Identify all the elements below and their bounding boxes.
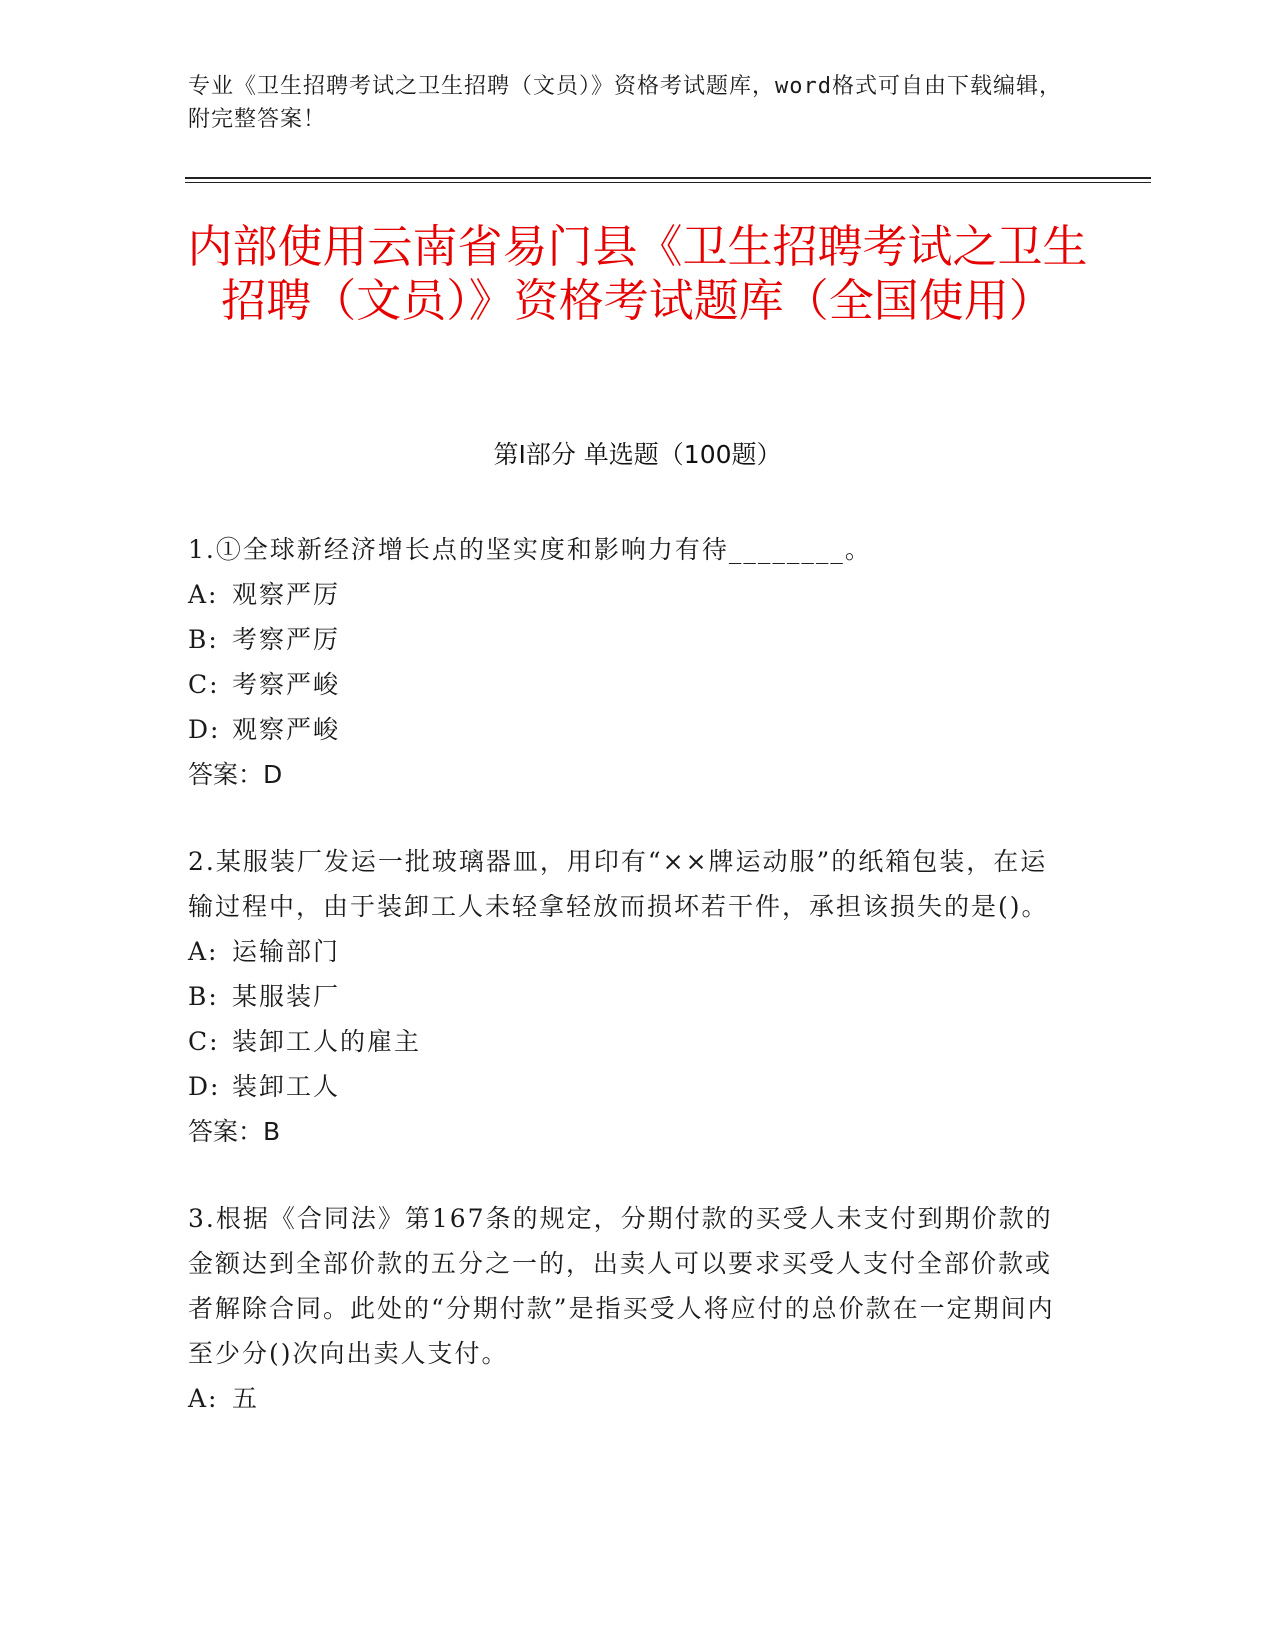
question-text: 3.根据《合同法》第167条的规定，分期付款的买受人未支付到期价款的金额达到全部价款的五分之一的，出卖人可以要求买受人支付全部价款或者解除合同。此处的“分期付款”是指买受人将应付的总价款在一定期间内至少分()次向出卖人支付。 xyxy=(188,1204,1055,1368)
question-3 xyxy=(188,1196,1058,1421)
option-c xyxy=(188,1019,1058,1064)
option-text: 考察严峻 xyxy=(232,670,341,699)
option-text: 装卸工人 xyxy=(232,1072,341,1101)
option-letter: A: xyxy=(188,1384,219,1413)
section-heading: 第Ⅰ部分 单选题（100题） xyxy=(493,440,782,469)
option-text: 某服装厂 xyxy=(232,982,341,1011)
option-letter: D: xyxy=(188,1072,221,1101)
header-divider-thin xyxy=(185,182,1151,183)
option-text: 装卸工人的雇主 xyxy=(232,1027,422,1056)
option-letter: B: xyxy=(188,982,219,1011)
option-text: 观察严峻 xyxy=(232,715,341,744)
option-letter: C: xyxy=(188,1027,220,1056)
option-a xyxy=(188,1376,1058,1421)
answer-line: 答案：B xyxy=(188,1117,281,1146)
option-letter: A: xyxy=(188,580,219,609)
option-b xyxy=(188,617,1058,662)
option-d xyxy=(188,1064,1058,1109)
option-text: 运输部门 xyxy=(232,937,341,966)
question-text: 1.①全球新经济增长点的坚实度和影响力有待________。 xyxy=(188,535,872,564)
question-1 xyxy=(188,527,1058,797)
option-text: 观察严厉 xyxy=(232,580,341,609)
option-letter: B: xyxy=(188,625,219,654)
document-title: 内部使用云南省易门县《卫生招聘考试之卫生招聘（文员）》资格考试题库（全国使用） xyxy=(187,220,1088,327)
option-letter: A: xyxy=(188,937,219,966)
option-text: 考察严厉 xyxy=(232,625,341,654)
question-2 xyxy=(188,839,1058,1154)
option-letter: D: xyxy=(188,715,221,744)
option-text: 五 xyxy=(232,1384,260,1413)
answer-line: 答案：D xyxy=(188,760,283,789)
option-c xyxy=(188,662,1058,707)
question-list xyxy=(188,527,1058,1463)
option-a xyxy=(188,929,1058,974)
option-a xyxy=(188,572,1058,617)
option-b xyxy=(188,974,1058,1019)
option-d xyxy=(188,707,1058,752)
header-divider-thick xyxy=(185,177,1151,179)
option-letter: C: xyxy=(188,670,220,699)
header-note: 专业《卫生招聘考试之卫生招聘（文员）》资格考试题库，word格式可自由下载编辑，附完整答案！ xyxy=(188,74,1062,132)
question-text: 2.某服装厂发运一批玻璃器皿，用印有“××牌运动服”的纸箱包装，在运输过程中，由于装卸工人未轻拿轻放而损坏若干件，承担该损失的是()。 xyxy=(188,847,1049,921)
